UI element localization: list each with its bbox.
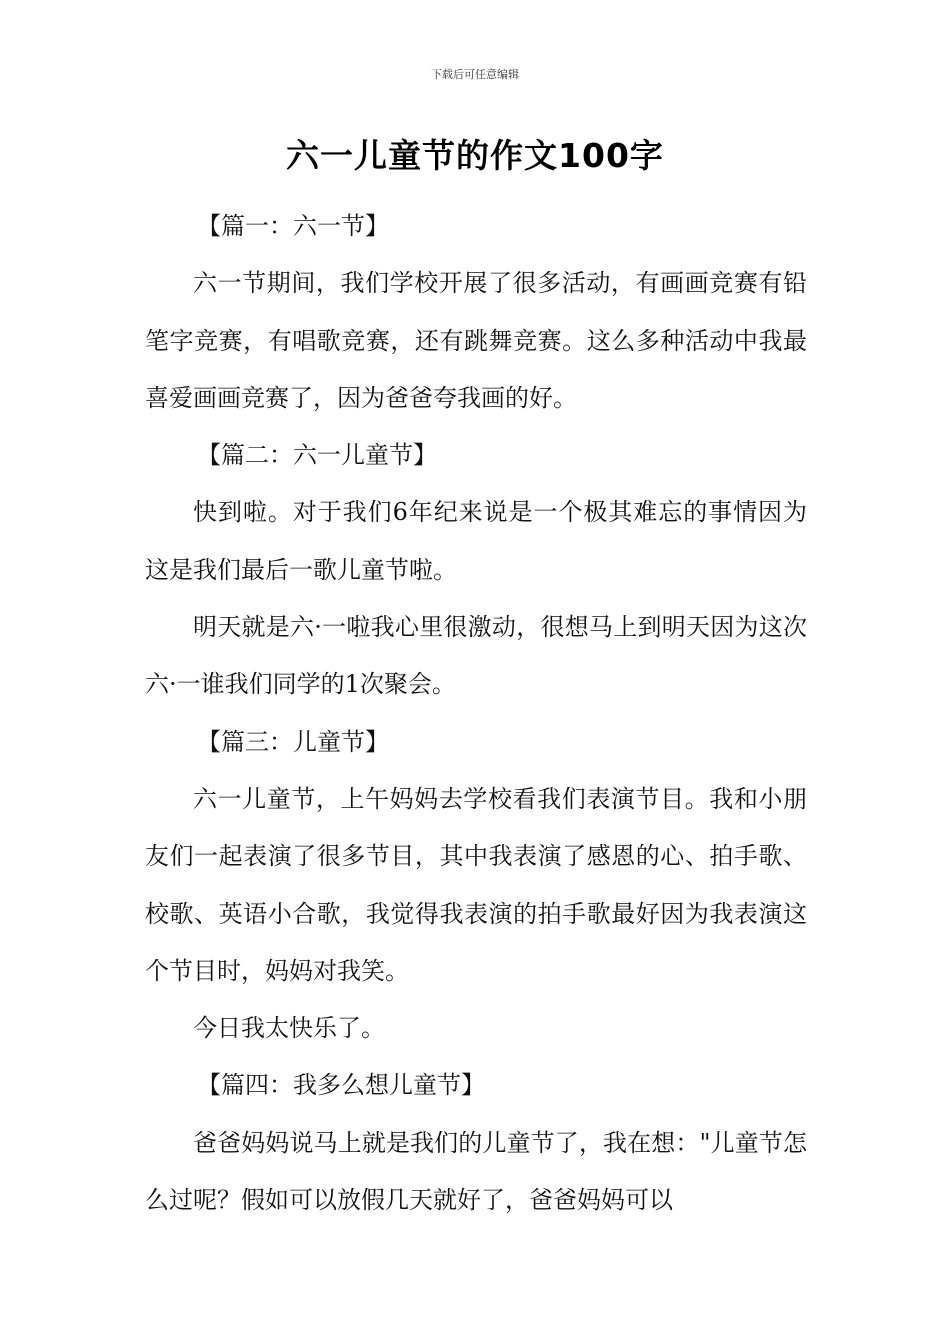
paragraph: 快到啦。对于我们6年纪来说是一个极其难忘的事情因为这是我们最后一歌儿童节啦。 (145, 498, 807, 584)
section-heading-2: 【篇二：六一儿童节】 (197, 441, 437, 470)
page-title: 六一儿童节的作文100字 (286, 136, 664, 175)
section-heading-1: 【篇一：六一节】 (197, 212, 389, 240)
document-body (145, 198, 807, 1229)
section-heading-3: 【篇三：儿童节】 (197, 727, 389, 756)
paragraph: 明天就是六·一啦我心里很激动，很想马上到明天因为这次六·一谁我们同学的1次聚会。 (145, 613, 807, 699)
paragraph: 爸爸妈妈说马上就是我们的儿童节了，我在想："儿童节怎么过呢？假如可以放假几天就好了，爸爸妈妈可以 (145, 1128, 807, 1215)
paragraph: 今日我太快乐了。 (193, 1014, 385, 1043)
paragraph: 六一节期间，我们学校开展了很多活动，有画画竞赛有铅笔字竞赛，有唱歌竞赛，还有跳舞竞赛。这么多种活动中我最喜爱画画竞赛了，因为爸爸夸我画的好。 (145, 269, 807, 412)
section-heading-4: 【篇四：我多么想儿童节】 (197, 1071, 485, 1100)
header-note: 下载后可任意编辑 (431, 68, 519, 81)
paragraph: 六一儿童节，上午妈妈去学校看我们表演节目。我和小朋友们一起表演了很多节目，其中我表演了感恩的心、拍手歌、校歌、英语小合歌，我觉得我表演的拍手歌最好因为我表演这个节目时，妈妈对我笑。 (145, 784, 807, 985)
